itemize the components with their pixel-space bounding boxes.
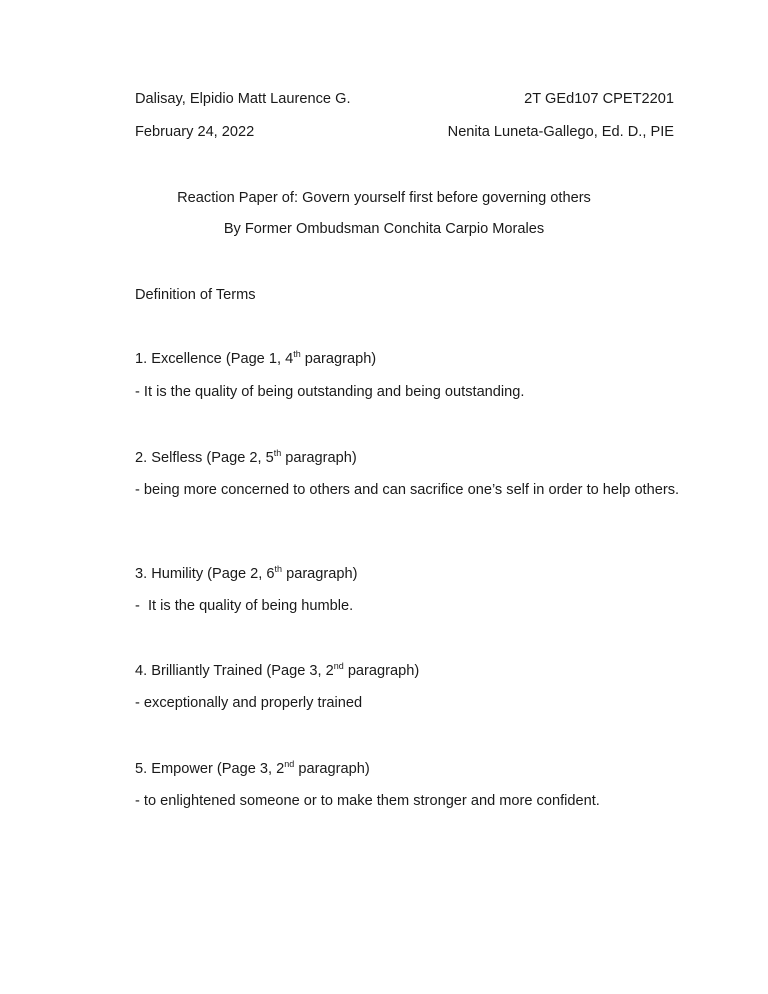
- term-heading-ordinal: nd: [284, 759, 295, 769]
- term-heading: [135, 350, 376, 368]
- date: February 24, 2022: [135, 124, 255, 140]
- paper-subtitle: By Former Ombudsman Conchita Carpio Morales: [223, 221, 545, 237]
- term-heading: [135, 662, 419, 680]
- term-heading-text: 1. Excellence (Page 1, 4: [135, 351, 294, 367]
- instructor: Nenita Luneta-Gallego, Ed. D., PIE: [447, 124, 674, 140]
- term-heading-suffix: paragraph): [282, 566, 358, 582]
- term-definition: - It is the quality of being outstanding and being outstanding.: [135, 384, 525, 400]
- term-heading-suffix: paragraph): [300, 351, 377, 367]
- course-code: 2T GEd107 CPET2201: [524, 91, 674, 107]
- term-heading-text: 3. Humility (Page 2, 6: [135, 566, 275, 582]
- term-heading-text: 5. Empower (Page 3, 2: [135, 761, 285, 777]
- term-heading-suffix: paragraph): [294, 761, 370, 777]
- term-heading-ordinal: th: [293, 349, 301, 359]
- term-heading: [135, 760, 370, 778]
- term-heading-suffix: paragraph): [281, 450, 357, 466]
- term-definition: - to enlightened someone or to make them stronger and more confident.: [135, 793, 600, 809]
- term-definition: - exceptionally and properly trained: [135, 695, 363, 711]
- term-definition: - It is the quality of being humble.: [135, 598, 354, 614]
- section-heading: Definition of Terms: [135, 287, 256, 303]
- term-definition: - being more concerned to others and can sacrifice one’s self in order to help others.: [135, 482, 680, 498]
- paper-title: Reaction Paper of: Govern yourself first before governing others: [177, 190, 591, 206]
- term-heading-ordinal: nd: [333, 661, 344, 671]
- term-heading-suffix: paragraph): [343, 663, 420, 679]
- term-heading-text: 2. Selfless (Page 2, 5: [135, 450, 274, 466]
- term-heading: [135, 449, 357, 467]
- term-heading-text: 4. Brilliantly Trained (Page 3, 2: [135, 663, 334, 679]
- term-heading: [135, 565, 357, 583]
- student-name: Dalisay, Elpidio Matt Laurence G.: [135, 91, 351, 107]
- term-heading-ordinal: th: [274, 564, 283, 574]
- term-heading-ordinal: th: [273, 448, 282, 458]
